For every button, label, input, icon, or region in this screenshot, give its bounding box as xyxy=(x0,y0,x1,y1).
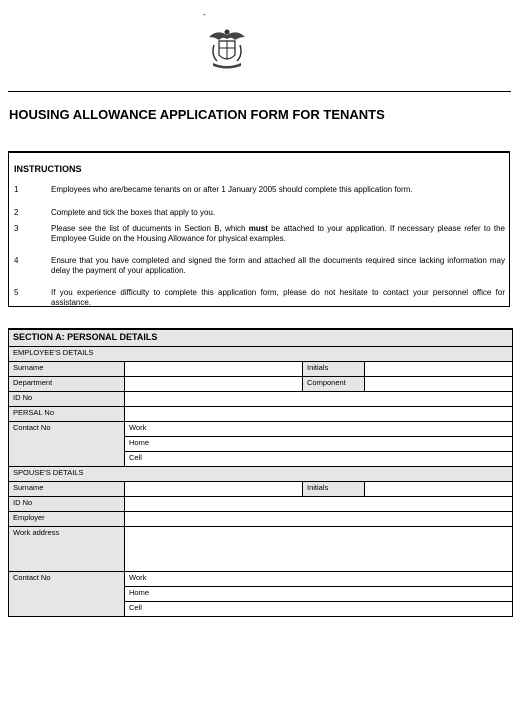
instruction-number: 3 xyxy=(14,224,19,233)
instruction-text: Complete and tick the boxes that apply to you. xyxy=(51,208,216,217)
coat-of-arms-emblem xyxy=(205,25,249,71)
instruction-number: 5 xyxy=(14,288,19,297)
spouse-initials-label: Initials xyxy=(303,482,365,497)
header-dash: - xyxy=(203,10,206,19)
employee-surname-field[interactable] xyxy=(125,362,303,377)
employee-cell-label: Cell xyxy=(129,453,142,462)
form-title: HOUSING ALLOWANCE APPLICATION FORM FOR TENANTS xyxy=(9,107,385,122)
instruction-text: If you experience difficulty to complete this application form, please do not hesitate to contact your personnel office for assistance. xyxy=(51,288,505,307)
employee-persal-field[interactable] xyxy=(125,407,513,422)
spouse-initials-field[interactable] xyxy=(365,482,513,497)
instruction-number: 2 xyxy=(14,208,19,217)
employee-initials-label: Initials xyxy=(303,362,365,377)
employee-work-label: Work xyxy=(129,423,147,432)
instruction-number: 1 xyxy=(14,185,19,194)
instruction-text xyxy=(51,224,505,244)
spouse-work-label: Work xyxy=(129,573,147,582)
section-a-title: SECTION A: PERSONAL DETAILS xyxy=(9,329,513,347)
employee-department-field[interactable] xyxy=(125,377,303,392)
employee-details-heading: EMPLOYEE'S DETAILS xyxy=(9,347,513,362)
employee-home-label: Home xyxy=(129,438,150,447)
spouse-work-address-label: Work address xyxy=(9,527,125,572)
spouse-employer-field[interactable] xyxy=(125,512,513,527)
employee-contact-home-field[interactable] xyxy=(125,437,513,452)
instruction-text-after: be attached to your application. If necessary please refer to the Employee Guide on the Housing Allowance for physical examples. xyxy=(51,224,505,243)
employee-contact-work-field[interactable] xyxy=(125,422,513,437)
spouse-home-label: Home xyxy=(129,588,150,597)
employee-component-label: Component xyxy=(303,377,365,392)
employee-component-field[interactable] xyxy=(365,377,513,392)
employee-initials-field[interactable] xyxy=(365,362,513,377)
spouse-cell-label: Cell xyxy=(129,603,142,612)
instructions-box xyxy=(8,151,510,307)
spouse-contact-work-field[interactable] xyxy=(125,572,513,587)
spouse-details-heading: SPOUSE'S DETAILS xyxy=(9,467,513,482)
instruction-number: 4 xyxy=(14,256,19,265)
personal-details-table xyxy=(8,328,513,617)
employee-contact-label: Contact No xyxy=(9,422,125,467)
employee-id-field[interactable] xyxy=(125,392,513,407)
instruction-text: Employees who are/became tenants on or after 1 January 2005 should complete this application form. xyxy=(51,185,413,194)
employee-department-label: Department xyxy=(9,377,125,392)
instruction-text-bold: must xyxy=(248,224,268,233)
instruction-text: Ensure that you have completed and signed the form and attached all the documents required since lacking information may delay the payment of your application. xyxy=(51,256,505,275)
spouse-id-label: ID No xyxy=(9,497,125,512)
instruction-text-before: Please see the list of ducuments in Section B, which xyxy=(51,224,249,233)
header-rule xyxy=(8,91,511,92)
employee-id-label: ID No xyxy=(9,392,125,407)
spouse-contact-home-field[interactable] xyxy=(125,587,513,602)
spouse-work-address-field[interactable] xyxy=(125,527,513,572)
instructions-heading: INSTRUCTIONS xyxy=(14,164,82,174)
spouse-contact-cell-field[interactable] xyxy=(125,602,513,617)
spouse-surname-field[interactable] xyxy=(125,482,303,497)
spouse-id-field[interactable] xyxy=(125,497,513,512)
spouse-employer-label: Employer xyxy=(9,512,125,527)
spouse-surname-label: Surname xyxy=(9,482,125,497)
employee-contact-cell-field[interactable] xyxy=(125,452,513,467)
employee-persal-label: PERSAL No xyxy=(9,407,125,422)
spouse-contact-label: Contact No xyxy=(9,572,125,617)
employee-surname-label: Surname xyxy=(9,362,125,377)
